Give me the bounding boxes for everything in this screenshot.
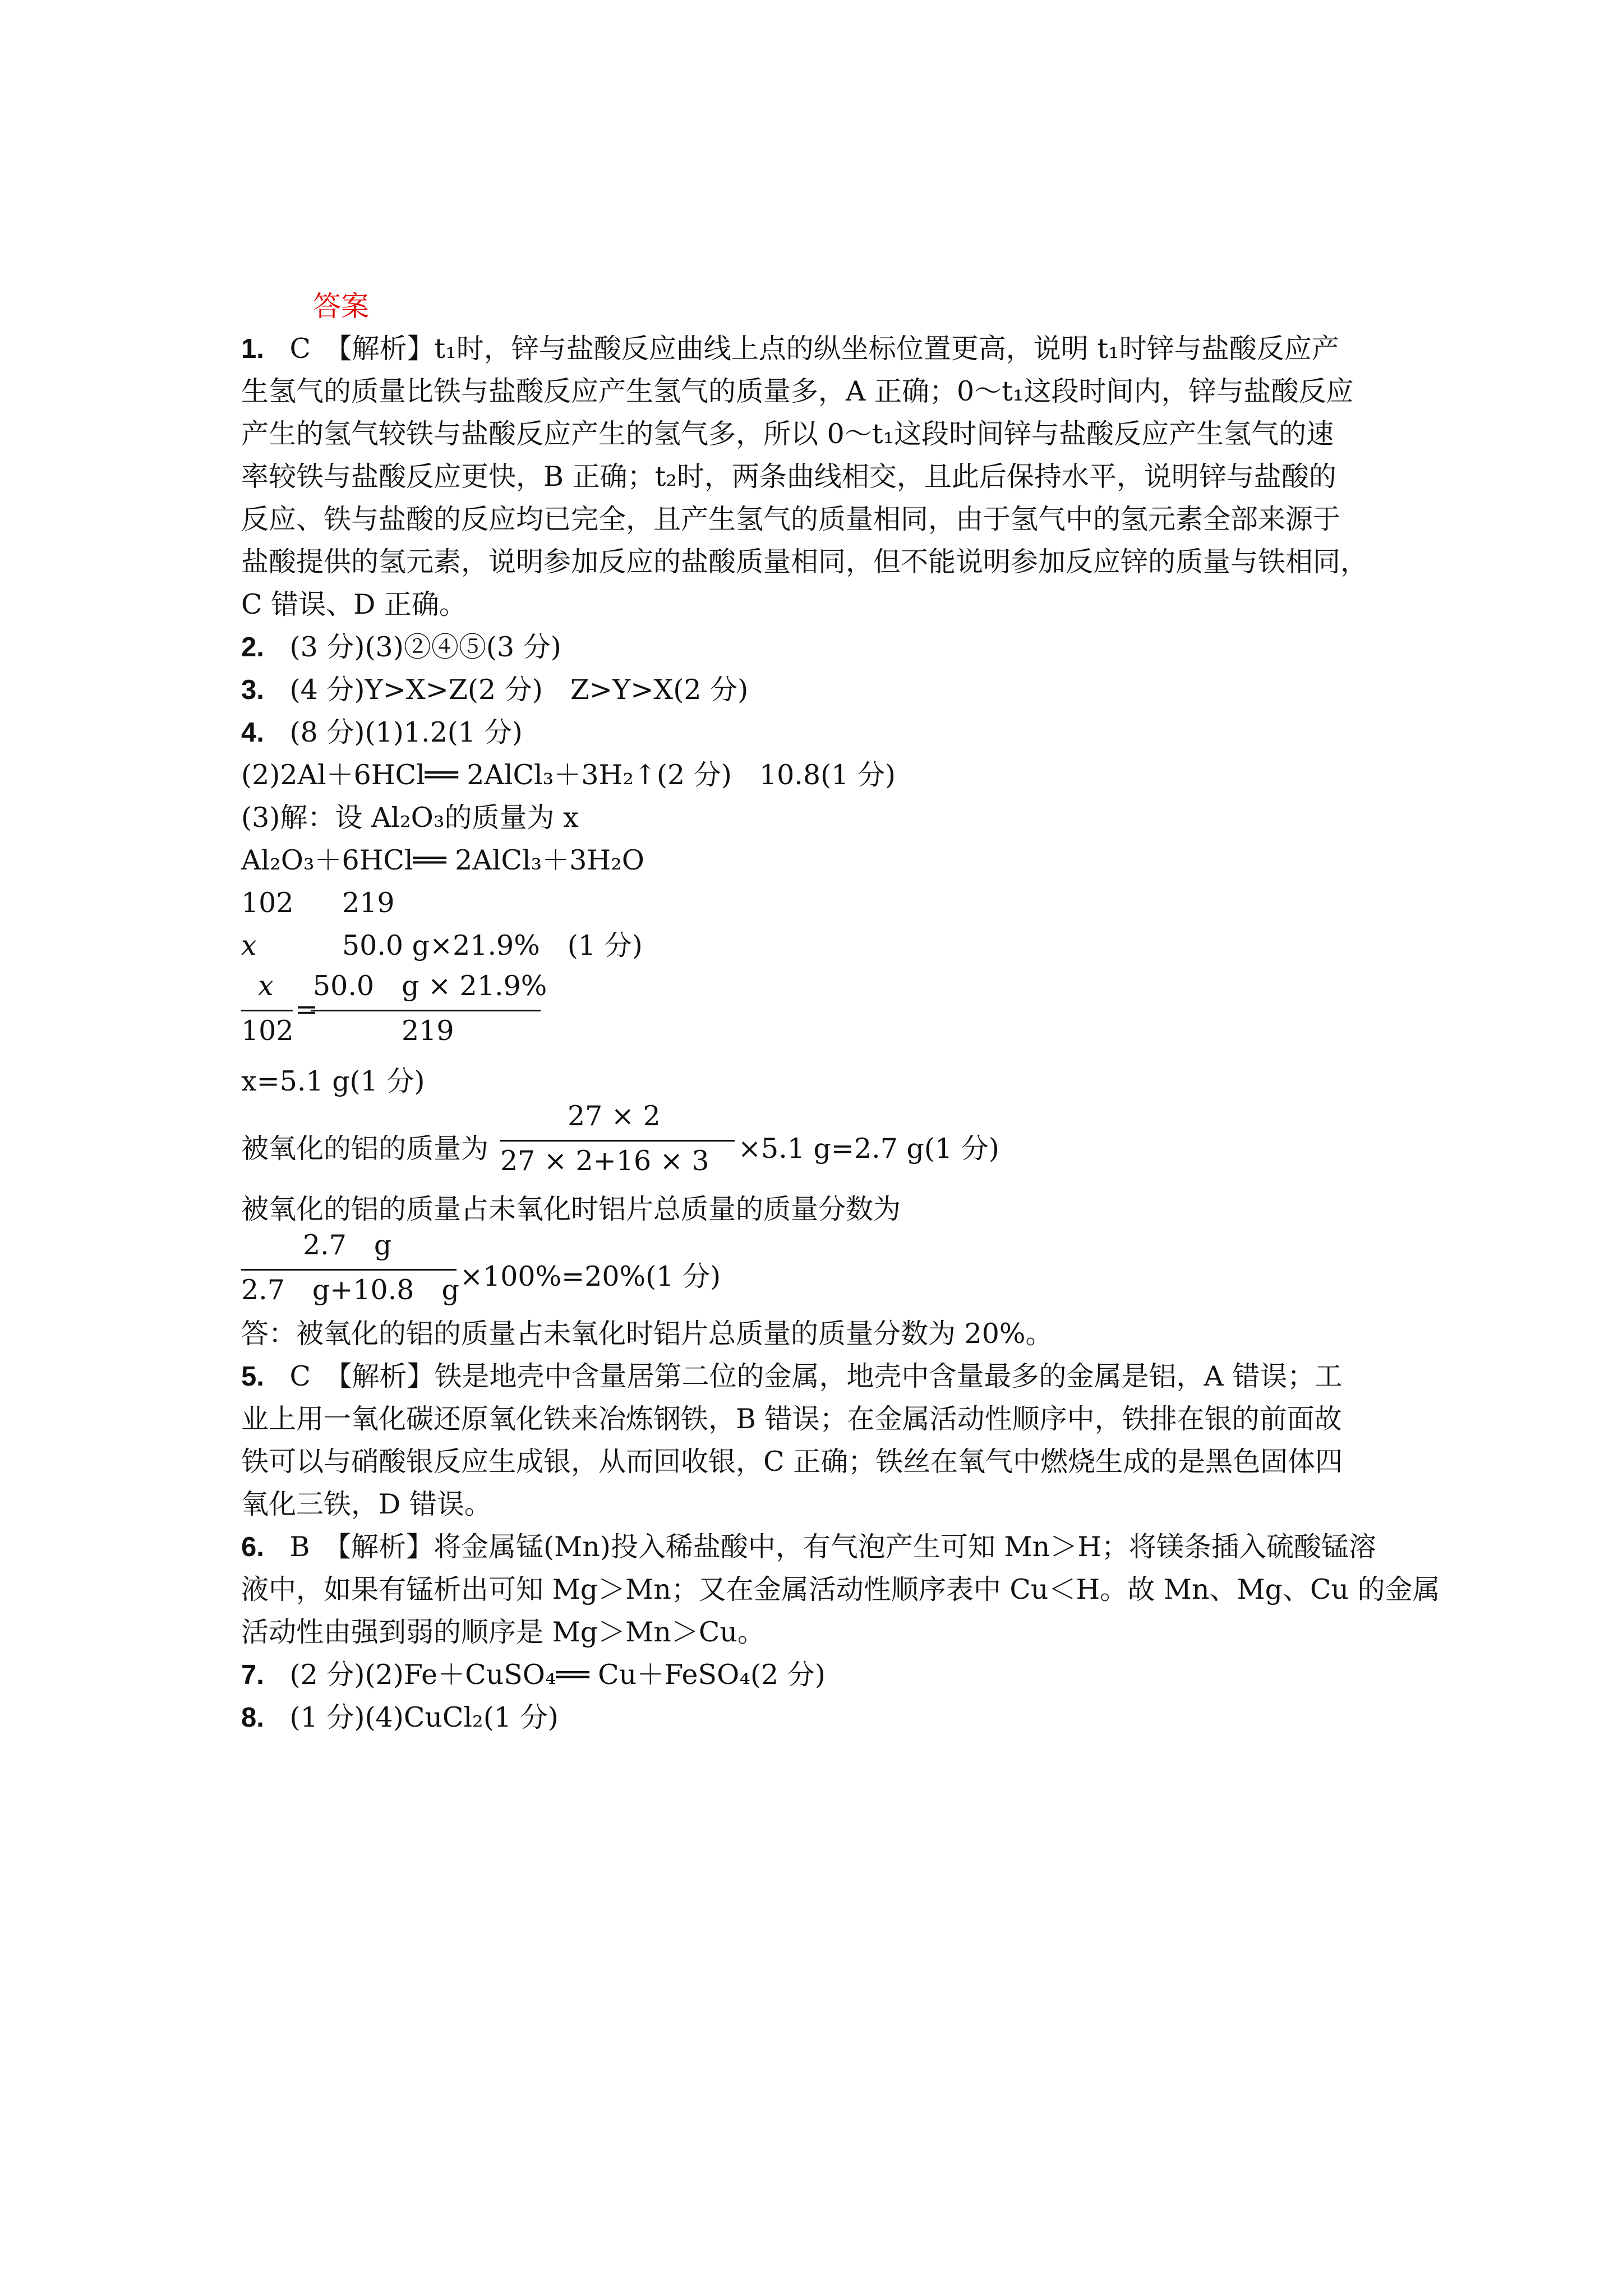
question-number: 3. (241, 675, 264, 705)
q7-text: (2 分)(2)Fe＋CuSO₄══ Cu＋FeSO₄(2 分) (289, 1659, 826, 1691)
q6-line-1 (241, 1526, 1376, 1568)
q4-percentage-result: ×100%=20%(1 分) (460, 1260, 721, 1292)
q6-line-3: 活动性由强到弱的顺序是 Mg＞Mn＞Cu。 (241, 1616, 765, 1648)
q1-text: C 【解析】t₁时，锌与盐酸反应曲线上点的纵坐标位置更高，说明 t₁时锌与盐酸反应产 (289, 333, 1339, 365)
q1-line-1 (241, 328, 1339, 370)
q4-equation-1: (2)2Al＋6HCl══ 2AlCl₃＋3H₂↑(2 分) 10.8(1 分) (241, 759, 896, 791)
page-title: 答案 (313, 290, 369, 323)
q7-line (241, 1654, 826, 1696)
q5-line-3: 铁可以与硝酸银反应生成银，从而回收银，C 正确；铁丝在氧气中燃烧生成的是黑色固体四 (241, 1446, 1343, 1478)
q1-line-5: 反应、铁与盐酸的反应均已完全，且产生氢气的质量相同，由于氢气中的氢元素全部来源于 (241, 503, 1341, 535)
q1-line-7: C 错误、D 正确。 (241, 588, 467, 620)
q4-line-1 (241, 711, 523, 754)
hcl-mass: 50.0 g×21.9% (1 分) (342, 930, 643, 961)
q4-solution-setup: (3)解：设 Al₂O₃的质量为 x (241, 802, 579, 834)
molar-mass-al2o3: 102 (241, 887, 294, 919)
q6-text: B 【解析】将金属锰(Mn)投入稀盐酸中，有气泡产生可知 Mn＞H；将镁条插入硫酸锰溶 (289, 1531, 1376, 1563)
q3-line (241, 669, 748, 711)
unknown-x: x (241, 930, 257, 961)
question-number: 7. (241, 1660, 264, 1690)
equals-sign: = (295, 993, 319, 1025)
question-number: 4. (241, 717, 264, 748)
question-number: 2. (241, 632, 264, 662)
q2-line (241, 626, 561, 669)
q4-x-result: x=5.1 g(1 分) (241, 1065, 425, 1097)
fraction-denominator: 2.7 g+10.8 g (241, 1274, 459, 1306)
fraction-bar (241, 1010, 293, 1011)
question-number: 1. (241, 334, 264, 364)
q3-text: (4 分)Y>X>Z(2 分) Z>Y>X(2 分) (289, 674, 749, 706)
q4-ratio-row-2 (241, 924, 643, 967)
fraction-denominator: 219 (402, 1015, 454, 1047)
q1-line-4: 率较铁与盐酸反应更快，B 正确；t₂时，两条曲线相交，且此后保持水平，说明锌与盐酸的 (241, 461, 1336, 493)
q4-oxidized-al-mass (241, 1128, 488, 1170)
q2-text: (3 分)(3)②④⑤(3 分) (289, 631, 561, 663)
q1-line-6: 盐酸提供的氢元素，说明参加反应的盐酸质量相同，但不能说明参加反应锌的质量与铁相同， (241, 546, 1368, 578)
q5-line-4: 氧化三铁，D 错误。 (241, 1488, 492, 1520)
q5-line-2: 业上用一氧化碳还原氧化铁来冶炼钢铁，B 错误；在金属活动性顺序中，铁排在银的前面故 (241, 1403, 1342, 1435)
fraction-denominator: 27 × 2+16 × 3 (500, 1145, 709, 1177)
molar-mass-hcl: 219 (342, 887, 395, 919)
fraction-numerator: 27 × 2 (568, 1100, 661, 1132)
q4-equation-2: Al₂O₃＋6HCl══ 2AlCl₃＋3H₂O (241, 844, 644, 876)
fraction-numerator: x (258, 970, 274, 1002)
q1-line-3: 产生的氢气较铁与盐酸反应产生的氢气多，所以 0～t₁这段时间锌与盐酸反应产生氢气的速 (241, 418, 1334, 450)
q4-text: (8 分)(1)1.2(1 分) (289, 716, 523, 748)
question-number: 6. (241, 1532, 264, 1562)
q8-text: (1 分)(4)CuCl₂(1 分) (289, 1701, 559, 1733)
question-number: 8. (241, 1703, 264, 1733)
q4-fraction-label: 被氧化的铝的质量占未氧化时铝片总质量的质量分数为 (241, 1193, 901, 1225)
q4-oxidized-result: ×5.1 g=2.7 g(1 分) (738, 1133, 999, 1165)
q8-line (241, 1696, 559, 1739)
q5-line-1 (241, 1355, 1342, 1398)
q5-text: C 【解析】铁是地壳中含量居第二位的金属，地壳中含量最多的金属是铝，A 错误；工 (289, 1360, 1343, 1392)
q6-line-2: 液中，如果有锰析出可知 Mg＞Mn；又在金属活动性顺序表中 Cu＜H。故 Mn、Mg、Cu 的金属 (241, 1573, 1440, 1605)
fraction-denominator: 102 (241, 1015, 294, 1047)
fraction-bar (241, 1269, 457, 1271)
fraction-numerator: 2.7 g (303, 1229, 392, 1261)
label-text: 被氧化的铝的质量为 (241, 1133, 489, 1165)
fraction-bar (500, 1140, 735, 1142)
q4-ratio-row-1 (241, 882, 395, 924)
q4-answer: 答：被氧化的铝的质量占未氧化时铝片总质量的质量分数为 20%。 (241, 1318, 1053, 1350)
fraction-bar (311, 1010, 541, 1011)
q1-line-2: 生氢气的质量比铁与盐酸反应产生氢气的质量多，A 正确；0～t₁这段时间内，锌与盐酸反应 (241, 375, 1354, 407)
question-number: 5. (241, 1361, 264, 1392)
fraction-numerator: 50.0 g × 21.9% (313, 970, 547, 1002)
